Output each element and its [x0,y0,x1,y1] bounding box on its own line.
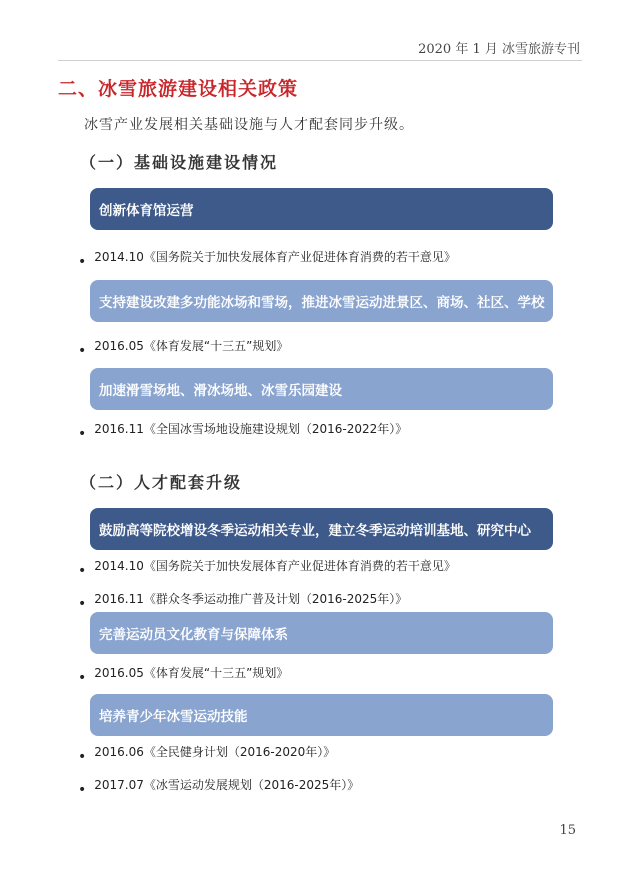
page-number: 15 [559,823,576,838]
policy-item-text: 2014.10《国务院关于加快发展体育产业促进体育消费的若干意见》 [94,250,456,264]
policy-item [78,743,336,765]
page-header: 2020 年 1 月 冰雪旅游专刊 [418,42,580,57]
bullet: • [78,596,87,612]
policy-item-text: 2016.05《体育发展“十三五”规划》 [94,666,289,680]
policy-item [78,664,289,686]
policy-item-text: 2016.11《全国冰雪场地设施建设规划（2016-2022年）》 [94,422,408,436]
policy-item-text: 2016.11《群众冬季运动推广普及计划（2016-2025年）》 [94,592,408,606]
policy-item-text: 2017.07《冰雪运动发展规划（2016-2025年）》 [94,778,360,792]
policy-item-text: 2014.10《国务院关于加快发展体育产业促进体育消费的若干意见》 [94,559,456,573]
policy-item-text: 2016.05《体育发展“十三五”规划》 [94,339,289,353]
bullet: • [78,343,87,359]
policy-item [78,557,456,579]
policy-box: 培养青少年冰雪运动技能 [90,694,553,736]
subheading-talent: （二）人才配套升级 [80,473,243,492]
bullet: • [78,749,87,765]
policy-box: 加速滑雪场地、滑冰场地、冰雪乐园建设 [90,368,553,410]
policy-box: 完善运动员文化教育与保障体系 [90,612,553,654]
policy-item-text: 2016.06《全民健身计划（2016-2020年）》 [94,745,336,759]
section-intro: 冰雪产业发展相关基础设施与人才配套同步升级。 [84,117,414,133]
policy-item [78,776,360,798]
bullet: • [78,670,87,686]
header-rule [58,60,582,61]
policy-box: 鼓励高等院校增设冬季运动相关专业，建立冬季运动培训基地、研究中心 [90,508,553,550]
subheading-infrastructure: （一）基础设施建设情况 [80,153,279,172]
policy-item [78,420,408,442]
policy-item [78,337,289,359]
policy-box: 支持建设改建多功能冰场和雪场，推进冰雪运动进景区、商场、社区、学校 [90,280,553,322]
policy-item [78,590,408,612]
section-title: 二、冰雪旅游建设相关政策 [58,78,299,100]
bullet: • [78,254,87,270]
policy-box: 创新体育馆运营 [90,188,553,230]
bullet: • [78,426,87,442]
policy-item [78,248,456,270]
bullet: • [78,563,87,579]
bullet: • [78,782,87,798]
